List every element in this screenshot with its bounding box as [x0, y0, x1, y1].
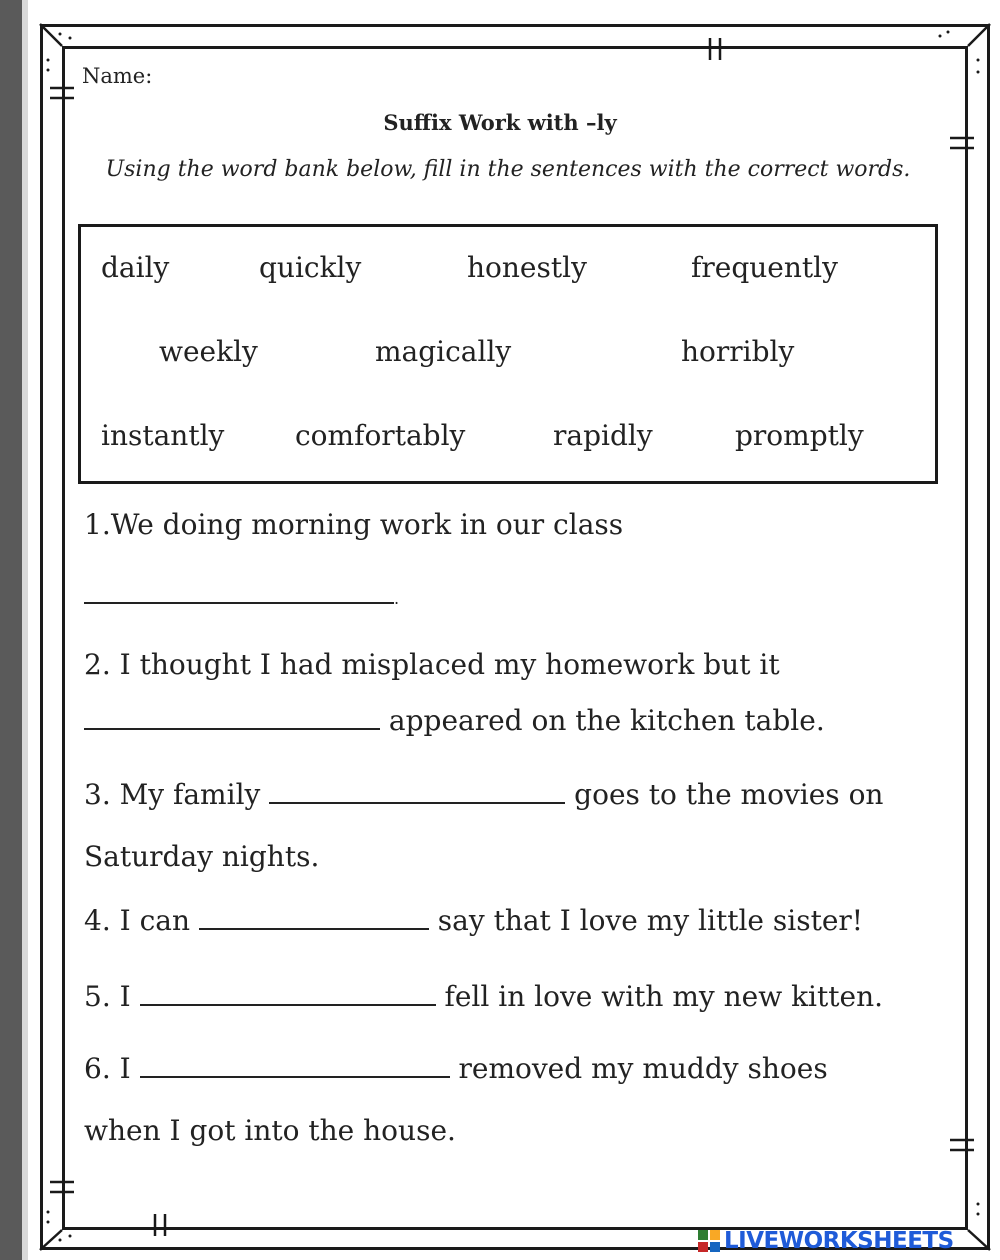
answer-blank-4[interactable] [199, 904, 429, 930]
answer-blank-6[interactable] [140, 1052, 450, 1078]
sentence-2-line-2 [84, 704, 825, 737]
sentence-4-after: say that I love my little sister! [437, 904, 864, 937]
sentence-4 [84, 904, 863, 937]
word-bank-item: weekly [159, 335, 258, 368]
sentence-3-line-1 [84, 778, 883, 811]
sentence-6-line-2: when I got into the house. [84, 1114, 456, 1147]
word-bank-item: horribly [681, 335, 795, 368]
name-label: Name: [82, 64, 153, 88]
sentence-1-answer-line [84, 578, 399, 611]
word-bank-item: magically [375, 335, 512, 368]
sentence-6-after: removed my muddy shoes [458, 1052, 828, 1085]
logo-square-icon [698, 1242, 708, 1252]
sentence-4-before: 4. I can [84, 904, 190, 937]
word-bank-item: frequently [691, 251, 838, 284]
sentence-5 [84, 980, 883, 1013]
word-bank-item: daily [101, 251, 170, 284]
sentence-1: 1.We doing morning work in our class [84, 508, 624, 541]
word-bank-item: instantly [101, 419, 225, 452]
liveworksheets-text: LIVEWORKSHEETS [724, 1228, 954, 1254]
sentence-2-after: appeared on the kitchen table. [388, 704, 825, 737]
word-bank-item: comfortably [295, 419, 466, 452]
logo-square-icon [710, 1242, 720, 1252]
sentence-6-before: 6. I [84, 1052, 131, 1085]
worksheet-title: Suffix Work with –ly [383, 110, 617, 135]
sentence-3-before: 3. My family [84, 778, 261, 811]
instructions: Using the word bank below, fill in the sentences with the correct words. [105, 157, 911, 182]
sentence-5-before: 5. I [84, 980, 131, 1013]
answer-blank-2[interactable] [84, 704, 380, 730]
liveworksheets-mark-icon [698, 1230, 720, 1252]
word-bank-item: rapidly [553, 419, 653, 452]
answer-blank-5[interactable] [140, 980, 436, 1006]
sentence-3-line-2: Saturday nights. [84, 840, 320, 873]
sentence-3-after: goes to the movies on [574, 778, 884, 811]
sentence-2-line-1: 2. I thought I had misplaced my homework but it [84, 648, 780, 681]
liveworksheets-logo [698, 1226, 954, 1256]
logo-square-icon [710, 1230, 720, 1240]
answer-blank-3[interactable] [269, 778, 565, 804]
logo-square-icon [698, 1230, 708, 1240]
word-bank-item: promptly [735, 419, 864, 452]
word-bank-item: honestly [467, 251, 587, 284]
word-bank [78, 224, 938, 484]
answer-blank-1[interactable] [84, 578, 394, 604]
sentence-6-line-1 [84, 1052, 828, 1085]
word-bank-item: quickly [259, 251, 362, 284]
sentence-5-after: fell in love with my new kitten. [444, 980, 884, 1013]
sentence-1-end: . [394, 589, 400, 608]
